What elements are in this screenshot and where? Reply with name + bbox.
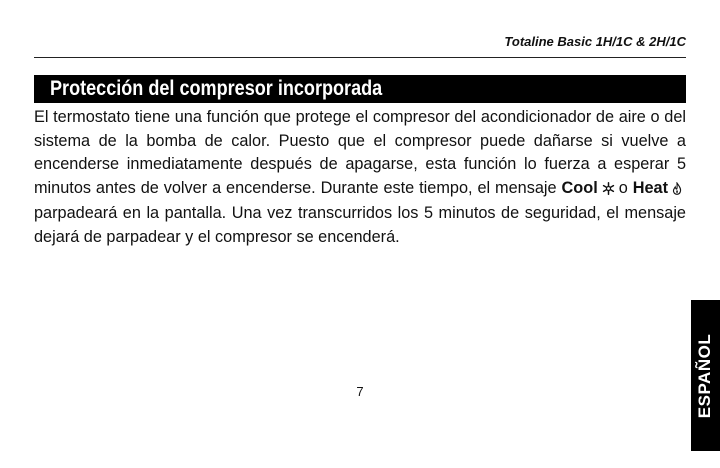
snowflake-icon <box>602 179 615 203</box>
body-paragraph <box>34 106 686 249</box>
page-number: 7 <box>356 384 364 399</box>
document-header-title: Totaline Basic 1H/1C & 2H/1C <box>504 34 686 49</box>
header-divider <box>34 57 686 58</box>
cool-label: Cool <box>561 178 598 197</box>
flame-icon <box>672 179 682 203</box>
connector-text: o <box>618 178 628 197</box>
language-tab-label: ESPAÑOL <box>695 333 715 418</box>
body-text-part-2: parpadeará en la pantalla. Una vez transcurridos los 5 minutos de seguridad, el mensaje dejará de parpadear y el compresor se encenderá. <box>34 204 686 246</box>
body-text-part-1: El termostato tiene una función que protege el compresor del acondicionador de aire o del sistema de la bomba de calor. Puesto que el compresor puede dañarse si vuelve a encenderse inmediatamente después de apagarse, esta función lo fuerza a esperar 5 minutos antes de volver a encenderse. Durante este tiempo, el mensaje <box>34 108 686 197</box>
section-heading: Protección del compresor incorporada <box>50 77 383 100</box>
heat-label: Heat <box>632 178 669 197</box>
section-heading-bar <box>34 75 686 103</box>
language-side-tab <box>691 300 720 451</box>
